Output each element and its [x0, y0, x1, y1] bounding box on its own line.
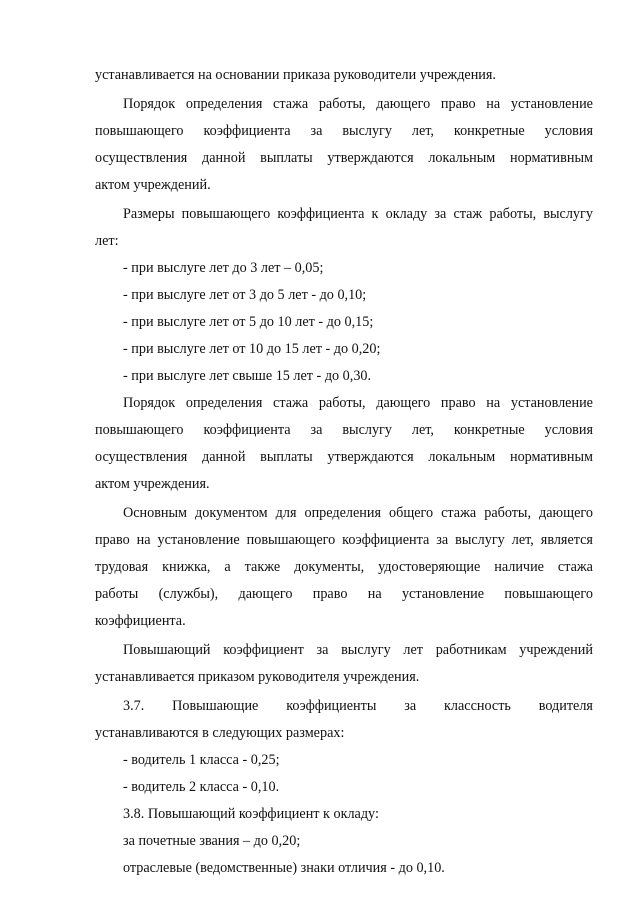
paragraph-line: коэффициента. — [95, 613, 186, 629]
word: на — [367, 586, 382, 602]
paragraph-line — [123, 205, 593, 223]
list-item: - при выслуге лет от 10 до 15 лет - до 0,20; — [123, 341, 381, 357]
word: выплаты — [260, 150, 313, 166]
word: повышающего — [95, 422, 184, 438]
word: локальным — [428, 449, 496, 465]
word: выслугу — [543, 206, 593, 222]
list-item: за почетные звания – до 0,20; — [123, 833, 301, 849]
word: установление — [510, 395, 593, 411]
word: за — [434, 206, 447, 222]
word: лет, — [511, 532, 534, 548]
word: а — [224, 559, 231, 575]
word: конкретные — [453, 422, 525, 438]
word: выслугу — [455, 532, 505, 548]
paragraph-line — [123, 95, 593, 113]
word: учреждений — [519, 642, 593, 658]
word: повышающего — [504, 586, 593, 602]
word: для — [275, 505, 297, 521]
word: книжка, — [162, 559, 211, 575]
paragraph-line — [95, 149, 593, 167]
paragraph-line: актом учреждений. — [95, 177, 211, 193]
word: осуществления — [95, 449, 188, 465]
word: повышающего — [246, 532, 336, 548]
word: коэффициента — [203, 422, 291, 438]
word: за — [310, 422, 323, 438]
word: является — [540, 532, 593, 548]
word: выслугу — [341, 642, 391, 658]
word: на — [136, 532, 151, 548]
word: лет, — [411, 422, 434, 438]
word: установление — [157, 532, 240, 548]
list-item: - водитель 1 класса - 0,25; — [123, 752, 280, 768]
list-item: - при выслуге лет свыше 15 лет - до 0,30. — [123, 368, 372, 384]
word: классность — [444, 698, 511, 714]
word: работы, — [318, 395, 366, 411]
word: выслугу — [342, 422, 392, 438]
word: осуществления — [95, 150, 188, 166]
word: выслугу — [342, 123, 392, 139]
word: выплаты — [260, 449, 313, 465]
paragraph-line — [123, 504, 593, 522]
word: за — [436, 532, 449, 548]
word: наличие — [494, 559, 544, 575]
word: условия — [544, 422, 593, 438]
word: окладу — [385, 206, 428, 222]
list-item: - водитель 2 класса - 0,10. — [123, 779, 280, 795]
paragraph-line — [95, 122, 593, 140]
word: на — [486, 395, 501, 411]
word: установление — [510, 96, 593, 112]
word: лет — [403, 642, 423, 658]
word: право — [440, 96, 476, 112]
paragraph-line — [123, 394, 593, 412]
word: на — [486, 96, 501, 112]
list-item: - при выслуге лет до 3 лет – 0,05; — [123, 260, 324, 276]
word: стажа — [273, 395, 309, 411]
paragraph-line — [95, 421, 593, 439]
word: повышающего — [95, 123, 184, 139]
word: условия — [544, 123, 593, 139]
word: коэффициента — [342, 532, 430, 548]
word: работы, — [489, 206, 537, 222]
paragraph-line — [123, 641, 593, 659]
word: работы, — [318, 96, 366, 112]
word: Повышающий — [123, 642, 211, 658]
word: установление — [401, 586, 485, 602]
word: дающего — [238, 586, 293, 602]
word: право — [440, 395, 476, 411]
paragraph-line: устанавливаются в следующих размерах: — [95, 725, 345, 741]
paragraph-line: лет: — [95, 233, 119, 249]
paragraph-line: устанавливается приказом руководителя учреждения. — [95, 669, 420, 685]
paragraph-line — [95, 448, 593, 466]
word: стаж — [453, 206, 483, 222]
word: утверждаются — [327, 449, 414, 465]
word: локальным — [428, 150, 496, 166]
word: за — [404, 698, 417, 714]
word: лет, — [411, 123, 434, 139]
paragraph-line — [95, 531, 593, 549]
word: определения — [304, 505, 381, 521]
paragraph-line — [123, 697, 593, 715]
word: дающего — [376, 96, 431, 112]
word: коэффициента — [277, 206, 365, 222]
word: (службы), — [158, 586, 219, 602]
word: трудовая — [95, 559, 149, 575]
list-item: - при выслуге лет от 3 до 5 лет - до 0,10; — [123, 287, 367, 303]
word: коэффициент — [223, 642, 304, 658]
word: также — [244, 559, 281, 575]
word: определения — [185, 96, 263, 112]
word: работы — [95, 586, 139, 602]
word: документом — [195, 505, 268, 521]
text-line: устанавливается на основании приказа руководители учреждения. — [95, 67, 496, 83]
word: общего — [389, 505, 434, 521]
word: к — [371, 206, 379, 222]
word: водителя — [538, 698, 593, 714]
section-heading: 3.8. Повышающий коэффициент к окладу: — [123, 806, 379, 822]
list-item: отраслевые (ведомственные) знаки отличия - до 0,10. — [123, 860, 445, 876]
paragraph-line — [95, 585, 593, 603]
word: документы, — [294, 559, 365, 575]
word: удостоверяющие — [378, 559, 481, 575]
word: Размеры — [123, 206, 175, 222]
word: определения — [185, 395, 263, 411]
word: за — [310, 123, 323, 139]
word: коэффициенты — [286, 698, 377, 714]
word: коэффициента — [203, 123, 291, 139]
word: Порядок — [123, 395, 176, 411]
word: 3.7. — [123, 698, 145, 714]
word: данной — [202, 449, 246, 465]
word: за — [316, 642, 329, 658]
word: право — [312, 586, 348, 602]
word: утверждаются — [327, 150, 414, 166]
word: стажа — [557, 559, 593, 575]
word: дающего — [539, 505, 593, 521]
word: повышающего — [181, 206, 271, 222]
list-item: - при выслуге лет от 5 до 10 лет - до 0,15; — [123, 314, 374, 330]
word: данной — [202, 150, 246, 166]
word: стажа — [441, 505, 477, 521]
paragraph-line — [95, 558, 593, 576]
word: Повышающие — [172, 698, 259, 714]
word: дающего — [376, 395, 431, 411]
word: работы, — [484, 505, 532, 521]
paragraph-line: актом учреждения. — [95, 476, 210, 492]
word: Основным — [123, 505, 188, 521]
word: нормативным — [509, 449, 593, 465]
word: Порядок — [123, 96, 176, 112]
word: конкретные — [453, 123, 525, 139]
word: работникам — [435, 642, 507, 658]
word: право — [95, 532, 130, 548]
word: нормативным — [509, 150, 593, 166]
word: стажа — [273, 96, 309, 112]
